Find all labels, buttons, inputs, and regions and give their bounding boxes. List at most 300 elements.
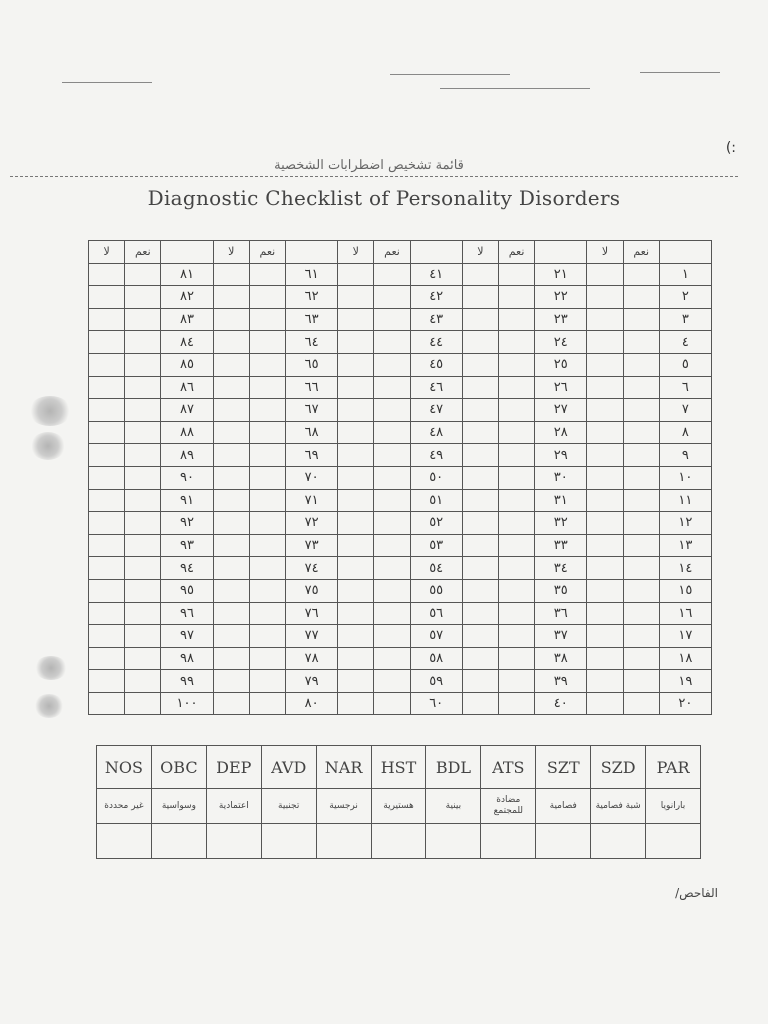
no-answer-cell[interactable] <box>587 376 623 399</box>
item-number: ٩١ <box>161 489 213 512</box>
no-answer-cell[interactable] <box>587 602 623 625</box>
no-answer-cell[interactable] <box>462 466 498 489</box>
no-answer-cell[interactable] <box>587 489 623 512</box>
no-answer-cell[interactable] <box>213 602 249 625</box>
yes-answer-cell[interactable] <box>498 376 534 399</box>
no-answer-cell[interactable] <box>213 489 249 512</box>
yes-answer-cell[interactable] <box>374 466 410 489</box>
margin-smudge <box>34 694 64 718</box>
item-number: ٢٨ <box>535 421 587 444</box>
yes-answer-cell[interactable] <box>498 466 534 489</box>
no-answer-cell[interactable] <box>338 534 374 557</box>
item-number: ٧٩ <box>285 670 337 693</box>
yes-answer-cell[interactable] <box>498 557 534 580</box>
yes-answer-cell[interactable] <box>374 444 410 467</box>
yes-answer-cell[interactable] <box>125 602 161 625</box>
no-answer-cell[interactable] <box>338 399 374 422</box>
no-answer-cell[interactable] <box>338 421 374 444</box>
no-answer-cell[interactable] <box>89 489 125 512</box>
no-answer-cell[interactable] <box>89 466 125 489</box>
no-answer-cell[interactable] <box>89 534 125 557</box>
yes-answer-cell[interactable] <box>374 512 410 535</box>
no-answer-cell[interactable] <box>213 308 249 331</box>
checklist-row <box>89 670 712 693</box>
yes-answer-cell[interactable] <box>249 376 285 399</box>
no-answer-cell[interactable] <box>338 489 374 512</box>
no-answer-cell[interactable] <box>89 421 125 444</box>
item-number: ٩٩ <box>161 670 213 693</box>
item-number: ٦٣ <box>285 308 337 331</box>
yes-answer-cell[interactable] <box>249 263 285 286</box>
yes-answer-cell[interactable] <box>498 625 534 648</box>
item-number: ٤٧ <box>410 399 462 422</box>
no-answer-cell[interactable] <box>213 466 249 489</box>
disorder-score-cell[interactable] <box>261 824 316 859</box>
item-number: ٥٩ <box>410 670 462 693</box>
yes-answer-cell[interactable] <box>623 692 659 715</box>
no-answer-cell[interactable] <box>462 647 498 670</box>
header-arabic-title: قائمة تشخيص اضطرابات الشخصية <box>274 158 464 173</box>
yes-answer-cell[interactable] <box>374 308 410 331</box>
no-answer-cell[interactable] <box>213 647 249 670</box>
checklist-row <box>89 353 712 376</box>
checklist-row <box>89 625 712 648</box>
yes-answer-cell[interactable] <box>374 353 410 376</box>
item-number-header <box>161 241 213 264</box>
yes-answer-cell[interactable] <box>249 353 285 376</box>
no-answer-cell[interactable] <box>213 625 249 648</box>
item-number: ٥ <box>659 353 711 376</box>
no-answer-cell[interactable] <box>213 353 249 376</box>
scan-line <box>62 82 152 83</box>
no-answer-cell[interactable] <box>587 534 623 557</box>
item-number: ٤١ <box>410 263 462 286</box>
yes-answer-cell[interactable] <box>623 353 659 376</box>
item-number: ٥٨ <box>410 647 462 670</box>
yes-answer-cell[interactable] <box>498 308 534 331</box>
yes-answer-cell[interactable] <box>125 670 161 693</box>
no-answer-cell[interactable] <box>462 579 498 602</box>
yes-answer-cell[interactable] <box>498 444 534 467</box>
no-answer-cell[interactable] <box>89 512 125 535</box>
item-number: ٥١ <box>410 489 462 512</box>
yes-answer-cell[interactable] <box>125 647 161 670</box>
yes-header: نعم <box>249 241 285 264</box>
yes-answer-cell[interactable] <box>249 466 285 489</box>
yes-answer-cell[interactable] <box>498 670 534 693</box>
no-answer-cell[interactable] <box>89 308 125 331</box>
no-answer-cell[interactable] <box>89 331 125 354</box>
item-number: ٧٢ <box>285 512 337 535</box>
yes-answer-cell[interactable] <box>623 263 659 286</box>
yes-answer-cell[interactable] <box>623 602 659 625</box>
item-number: ٨١ <box>161 263 213 286</box>
item-number: ٦٠ <box>410 692 462 715</box>
no-answer-cell[interactable] <box>338 647 374 670</box>
no-answer-cell[interactable] <box>587 308 623 331</box>
no-answer-cell[interactable] <box>213 444 249 467</box>
item-number: ٣٧ <box>535 625 587 648</box>
item-number: ١٧ <box>659 625 711 648</box>
yes-answer-cell[interactable] <box>374 647 410 670</box>
item-number: ٢ <box>659 286 711 309</box>
no-answer-cell[interactable] <box>462 376 498 399</box>
no-answer-cell[interactable] <box>338 579 374 602</box>
no-header: لا <box>587 241 623 264</box>
item-number: ٩٠ <box>161 466 213 489</box>
no-answer-cell[interactable] <box>338 602 374 625</box>
disorder-score-cell[interactable] <box>316 824 371 859</box>
disorder-name: فصامية <box>536 789 591 824</box>
page-title: Diagnostic Checklist of Personality Disorders <box>147 186 621 210</box>
no-answer-cell[interactable] <box>89 399 125 422</box>
yes-answer-cell[interactable] <box>623 670 659 693</box>
no-answer-cell[interactable] <box>462 331 498 354</box>
yes-answer-cell[interactable] <box>249 647 285 670</box>
checklist-row <box>89 263 712 286</box>
no-answer-cell[interactable] <box>213 263 249 286</box>
disorder-score-cell[interactable] <box>151 824 206 859</box>
yes-answer-cell[interactable] <box>249 286 285 309</box>
corner-mark: (: <box>725 140 736 156</box>
no-answer-cell[interactable] <box>89 625 125 648</box>
no-answer-cell[interactable] <box>213 670 249 693</box>
no-answer-cell[interactable] <box>338 353 374 376</box>
no-answer-cell[interactable] <box>587 399 623 422</box>
disorder-code: OBC <box>151 746 206 789</box>
yes-answer-cell[interactable] <box>249 489 285 512</box>
disorder-codes-table <box>96 745 701 859</box>
no-answer-cell[interactable] <box>587 444 623 467</box>
no-answer-cell[interactable] <box>462 534 498 557</box>
no-answer-cell[interactable] <box>213 376 249 399</box>
item-number-header <box>285 241 337 264</box>
item-number: ٤٣ <box>410 308 462 331</box>
no-answer-cell[interactable] <box>89 692 125 715</box>
item-number: ٢٧ <box>535 399 587 422</box>
no-answer-cell[interactable] <box>587 331 623 354</box>
disorder-name: نرجسية <box>316 789 371 824</box>
item-number: ٢٩ <box>535 444 587 467</box>
no-answer-cell[interactable] <box>89 557 125 580</box>
disorder-code: SZT <box>536 746 591 789</box>
no-answer-cell[interactable] <box>89 263 125 286</box>
disorder-score-cell[interactable] <box>97 824 152 859</box>
no-answer-cell[interactable] <box>338 308 374 331</box>
item-number: ١٢ <box>659 512 711 535</box>
no-answer-cell[interactable] <box>338 466 374 489</box>
no-answer-cell[interactable] <box>462 692 498 715</box>
yes-answer-cell[interactable] <box>125 399 161 422</box>
item-number: ٦١ <box>285 263 337 286</box>
item-number: ٦٢ <box>285 286 337 309</box>
yes-answer-cell[interactable] <box>498 399 534 422</box>
scan-line <box>440 88 590 89</box>
yes-answer-cell[interactable] <box>125 376 161 399</box>
yes-answer-cell[interactable] <box>623 534 659 557</box>
no-answer-cell[interactable] <box>213 512 249 535</box>
no-answer-cell[interactable] <box>587 286 623 309</box>
no-answer-cell[interactable] <box>338 286 374 309</box>
yes-answer-cell[interactable] <box>623 331 659 354</box>
item-number: ٨ <box>659 421 711 444</box>
disorder-score-cell[interactable] <box>646 824 701 859</box>
checklist-row <box>89 647 712 670</box>
no-answer-cell[interactable] <box>462 308 498 331</box>
yes-answer-cell[interactable] <box>374 534 410 557</box>
yes-answer-cell[interactable] <box>374 692 410 715</box>
item-number: ٦٥ <box>285 353 337 376</box>
yes-answer-cell[interactable] <box>125 557 161 580</box>
yes-answer-cell[interactable] <box>623 557 659 580</box>
yes-answer-cell[interactable] <box>374 489 410 512</box>
no-answer-cell[interactable] <box>89 602 125 625</box>
no-header: لا <box>338 241 374 264</box>
no-answer-cell[interactable] <box>213 421 249 444</box>
no-answer-cell[interactable] <box>213 331 249 354</box>
disorder-score-cell[interactable] <box>536 824 591 859</box>
checklist-row <box>89 444 712 467</box>
no-answer-cell[interactable] <box>587 263 623 286</box>
yes-answer-cell[interactable] <box>498 579 534 602</box>
yes-answer-cell[interactable] <box>623 376 659 399</box>
item-number: ٤٨ <box>410 421 462 444</box>
yes-answer-cell[interactable] <box>374 670 410 693</box>
no-answer-cell[interactable] <box>587 670 623 693</box>
no-answer-cell[interactable] <box>338 376 374 399</box>
yes-answer-cell[interactable] <box>374 557 410 580</box>
disorder-code: SZD <box>591 746 646 789</box>
no-answer-cell[interactable] <box>462 602 498 625</box>
item-number: ٨٣ <box>161 308 213 331</box>
item-number: ٩٧ <box>161 625 213 648</box>
yes-answer-cell[interactable] <box>498 331 534 354</box>
no-answer-cell[interactable] <box>462 670 498 693</box>
item-number: ٧٤ <box>285 557 337 580</box>
disorder-name: وسواسية <box>151 789 206 824</box>
no-answer-cell[interactable] <box>89 376 125 399</box>
yes-answer-cell[interactable] <box>498 647 534 670</box>
no-answer-cell[interactable] <box>338 444 374 467</box>
no-answer-cell[interactable] <box>89 286 125 309</box>
no-answer-cell[interactable] <box>213 579 249 602</box>
no-answer-cell[interactable] <box>587 512 623 535</box>
yes-answer-cell[interactable] <box>125 444 161 467</box>
disorder-name: هستيرية <box>371 789 426 824</box>
yes-answer-cell[interactable] <box>125 353 161 376</box>
yes-answer-cell[interactable] <box>374 602 410 625</box>
disorder-code: BDL <box>426 746 481 789</box>
no-answer-cell[interactable] <box>89 353 125 376</box>
disorder-score-cell[interactable] <box>481 824 536 859</box>
disorder-code: DEP <box>206 746 261 789</box>
no-answer-cell[interactable] <box>462 557 498 580</box>
item-number: ٤٦ <box>410 376 462 399</box>
item-number: ٦٤ <box>285 331 337 354</box>
checklist-row <box>89 602 712 625</box>
no-answer-cell[interactable] <box>338 625 374 648</box>
yes-answer-cell[interactable] <box>623 399 659 422</box>
yes-answer-cell[interactable] <box>498 286 534 309</box>
no-answer-cell[interactable] <box>89 647 125 670</box>
yes-answer-cell[interactable] <box>249 534 285 557</box>
disorder-name: غير محددة <box>97 789 152 824</box>
yes-answer-cell[interactable] <box>374 421 410 444</box>
yes-answer-cell[interactable] <box>125 512 161 535</box>
item-number: ١٩ <box>659 670 711 693</box>
yes-answer-cell[interactable] <box>125 692 161 715</box>
yes-answer-cell[interactable] <box>125 286 161 309</box>
no-answer-cell[interactable] <box>213 286 249 309</box>
yes-answer-cell[interactable] <box>125 421 161 444</box>
yes-answer-cell[interactable] <box>125 308 161 331</box>
yes-answer-cell[interactable] <box>249 421 285 444</box>
no-answer-cell[interactable] <box>462 263 498 286</box>
item-number: ٨٤ <box>161 331 213 354</box>
yes-answer-cell[interactable] <box>249 579 285 602</box>
yes-answer-cell[interactable] <box>498 353 534 376</box>
yes-answer-cell[interactable] <box>498 263 534 286</box>
yes-answer-cell[interactable] <box>249 625 285 648</box>
yes-answer-cell[interactable] <box>374 625 410 648</box>
item-number: ٦٨ <box>285 421 337 444</box>
no-answer-cell[interactable] <box>587 421 623 444</box>
yes-answer-cell[interactable] <box>125 263 161 286</box>
no-answer-cell[interactable] <box>587 466 623 489</box>
item-number: ٨٩ <box>161 444 213 467</box>
no-answer-cell[interactable] <box>89 670 125 693</box>
disorder-score-cell[interactable] <box>206 824 261 859</box>
no-answer-cell[interactable] <box>89 579 125 602</box>
no-answer-cell[interactable] <box>587 353 623 376</box>
no-answer-cell[interactable] <box>338 331 374 354</box>
yes-answer-cell[interactable] <box>623 308 659 331</box>
yes-answer-cell[interactable] <box>623 512 659 535</box>
no-answer-cell[interactable] <box>89 444 125 467</box>
yes-answer-cell[interactable] <box>125 579 161 602</box>
no-answer-cell[interactable] <box>587 579 623 602</box>
yes-answer-cell[interactable] <box>374 286 410 309</box>
item-number: ٥٢ <box>410 512 462 535</box>
yes-answer-cell[interactable] <box>125 625 161 648</box>
item-number: ٦٦ <box>285 376 337 399</box>
disorder-code: NOS <box>97 746 152 789</box>
yes-answer-cell[interactable] <box>623 625 659 648</box>
no-answer-cell[interactable] <box>462 421 498 444</box>
no-answer-cell[interactable] <box>462 286 498 309</box>
no-answer-cell[interactable] <box>338 512 374 535</box>
examiner-label: الفاحص/ <box>675 886 718 900</box>
disorder-score-cell[interactable] <box>591 824 646 859</box>
checklist-row <box>89 308 712 331</box>
item-number: ٢٦ <box>535 376 587 399</box>
no-answer-cell[interactable] <box>587 692 623 715</box>
yes-answer-cell[interactable] <box>249 444 285 467</box>
yes-answer-cell[interactable] <box>249 331 285 354</box>
item-number: ٨٦ <box>161 376 213 399</box>
yes-answer-cell[interactable] <box>249 399 285 422</box>
no-answer-cell[interactable] <box>213 557 249 580</box>
yes-answer-cell[interactable] <box>125 534 161 557</box>
yes-answer-cell[interactable] <box>623 286 659 309</box>
yes-answer-cell[interactable] <box>623 489 659 512</box>
item-number: ٨٧ <box>161 399 213 422</box>
item-number: ٨٥ <box>161 353 213 376</box>
yes-answer-cell[interactable] <box>498 512 534 535</box>
item-number: ٥٥ <box>410 579 462 602</box>
yes-answer-cell[interactable] <box>623 466 659 489</box>
no-answer-cell[interactable] <box>462 489 498 512</box>
no-answer-cell[interactable] <box>462 444 498 467</box>
yes-answer-cell[interactable] <box>249 670 285 693</box>
yes-answer-cell[interactable] <box>125 331 161 354</box>
disorder-code: ATS <box>481 746 536 789</box>
no-answer-cell[interactable] <box>338 557 374 580</box>
yes-answer-cell[interactable] <box>498 692 534 715</box>
yes-answer-cell[interactable] <box>623 444 659 467</box>
yes-answer-cell[interactable] <box>249 602 285 625</box>
no-answer-cell[interactable] <box>462 353 498 376</box>
no-answer-cell[interactable] <box>338 670 374 693</box>
item-number: ٩٤ <box>161 557 213 580</box>
yes-answer-cell[interactable] <box>249 557 285 580</box>
item-number: ٧٨ <box>285 647 337 670</box>
yes-answer-cell[interactable] <box>374 376 410 399</box>
item-number: ١١ <box>659 489 711 512</box>
margin-smudge <box>28 396 72 426</box>
no-answer-cell[interactable] <box>462 625 498 648</box>
no-answer-cell[interactable] <box>338 263 374 286</box>
disorder-score-row <box>97 824 701 859</box>
yes-answer-cell[interactable] <box>374 331 410 354</box>
yes-answer-cell[interactable] <box>249 692 285 715</box>
yes-answer-cell[interactable] <box>623 421 659 444</box>
yes-answer-cell[interactable] <box>498 421 534 444</box>
checklist-row <box>89 421 712 444</box>
no-answer-cell[interactable] <box>213 692 249 715</box>
item-number-header <box>410 241 462 264</box>
no-answer-cell[interactable] <box>462 512 498 535</box>
disorder-score-cell[interactable] <box>426 824 481 859</box>
no-answer-cell[interactable] <box>213 534 249 557</box>
disorder-name: تجنبية <box>261 789 316 824</box>
disorder-score-cell[interactable] <box>371 824 426 859</box>
no-answer-cell[interactable] <box>587 625 623 648</box>
yes-answer-cell[interactable] <box>623 579 659 602</box>
yes-answer-cell[interactable] <box>249 308 285 331</box>
yes-answer-cell[interactable] <box>125 489 161 512</box>
yes-answer-cell[interactable] <box>374 579 410 602</box>
item-number: ٩٢ <box>161 512 213 535</box>
item-number: ٩ <box>659 444 711 467</box>
no-answer-cell[interactable] <box>462 399 498 422</box>
no-answer-cell[interactable] <box>213 399 249 422</box>
yes-answer-cell[interactable] <box>125 466 161 489</box>
yes-answer-cell[interactable] <box>498 489 534 512</box>
item-number: ٨٠ <box>285 692 337 715</box>
no-answer-cell[interactable] <box>338 692 374 715</box>
no-answer-cell[interactable] <box>587 647 623 670</box>
no-answer-cell[interactable] <box>587 557 623 580</box>
yes-answer-cell[interactable] <box>374 263 410 286</box>
yes-answer-cell[interactable] <box>498 602 534 625</box>
item-number: ٢٥ <box>535 353 587 376</box>
yes-answer-cell[interactable] <box>623 647 659 670</box>
yes-answer-cell[interactable] <box>249 512 285 535</box>
yes-answer-cell[interactable] <box>498 534 534 557</box>
yes-answer-cell[interactable] <box>374 399 410 422</box>
checklist-row <box>89 399 712 422</box>
